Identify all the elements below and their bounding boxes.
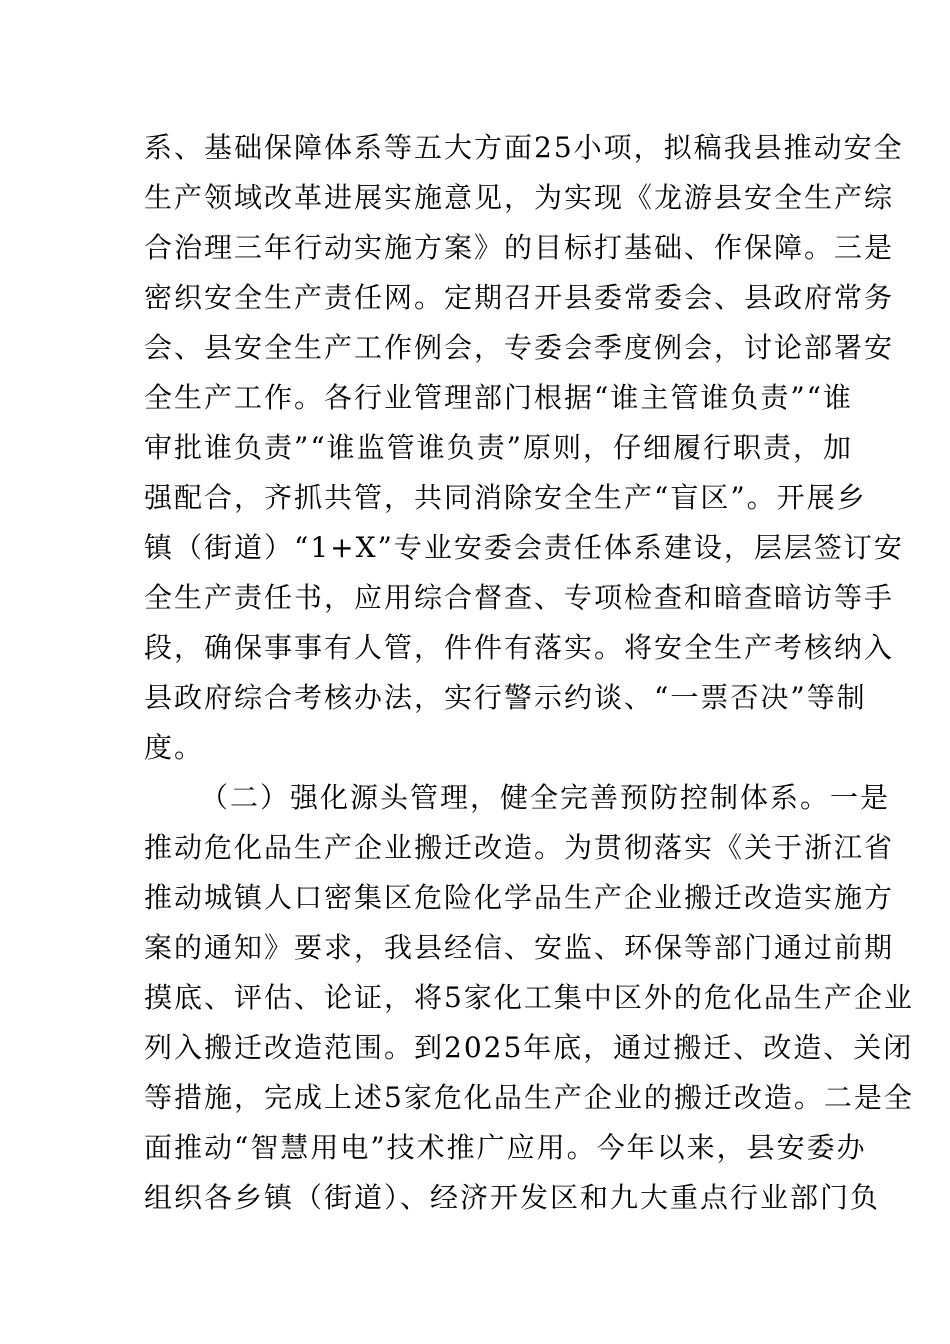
text-line: 案的通知》要求，我县经信、安监、环保等部门通过前期 <box>144 931 895 964</box>
text-line: 会、县安全生产工作例会，专委会季度例会，讨论部署安 <box>144 331 895 364</box>
text-line: 生产领域改革进展实施意见，为实现《龙游县安全生产综 <box>144 181 895 214</box>
text-line: 度。 <box>144 731 205 764</box>
text-line: 系、基础保障体系等五大方面25小项，拟稿我县推动安全 <box>144 131 904 164</box>
text-line: 县政府综合考核办法，实行警示约谈、“一票否决”等制 <box>144 681 867 714</box>
text-line: 推动危化品生产企业搬迁改造。为贯彻落实《关于浙江省 <box>144 831 895 864</box>
text-line: 强配合，齐抓共管，共同消除安全生产“盲区”。开展乡 <box>144 481 867 514</box>
text-line: 合治理三年行动实施方案》的目标打基础、作保障。三是 <box>144 231 895 264</box>
text-line: 全生产工作。各行业管理部门根据“谁主管谁负责”“谁 <box>144 381 853 414</box>
text-line: 镇（街道）“1+X”专业安委会责任体系建设，层层签订安 <box>144 531 904 564</box>
text-line: 审批谁负责”“谁监管谁负责”原则，仔细履行职责，加 <box>144 431 853 464</box>
text-line: 全生产责任书，应用综合督查、专项检查和暗查暗访等手 <box>144 581 895 614</box>
text-line: 摸底、评估、论证，将5家化工集中区外的危化品生产企业 <box>144 981 914 1014</box>
text-line: 段，确保事事有人管，件件有落实。将安全生产考核纳入 <box>144 631 895 664</box>
text-line: 等措施，完成上述5家危化品生产企业的搬迁改造。二是全 <box>144 1081 914 1114</box>
text-line: 推动城镇人口密集区危险化学品生产企业搬迁改造实施方 <box>144 881 895 914</box>
text-line: 密织安全生产责任网。定期召开县委常委会、县政府常务 <box>144 281 895 314</box>
text-line: 组织各乡镇（街道）、经济开发区和九大重点行业部门负 <box>144 1181 881 1214</box>
text-line: 列入搬迁改造范围。到2025年底，通过搬迁、改造、关闭 <box>144 1031 914 1064</box>
section-heading-line: （二）强化源头管理，健全完善预防控制体系。一是 <box>200 781 891 814</box>
text-line: 面推动“智慧用电”技术推广应用。今年以来，县安委办 <box>144 1131 867 1164</box>
